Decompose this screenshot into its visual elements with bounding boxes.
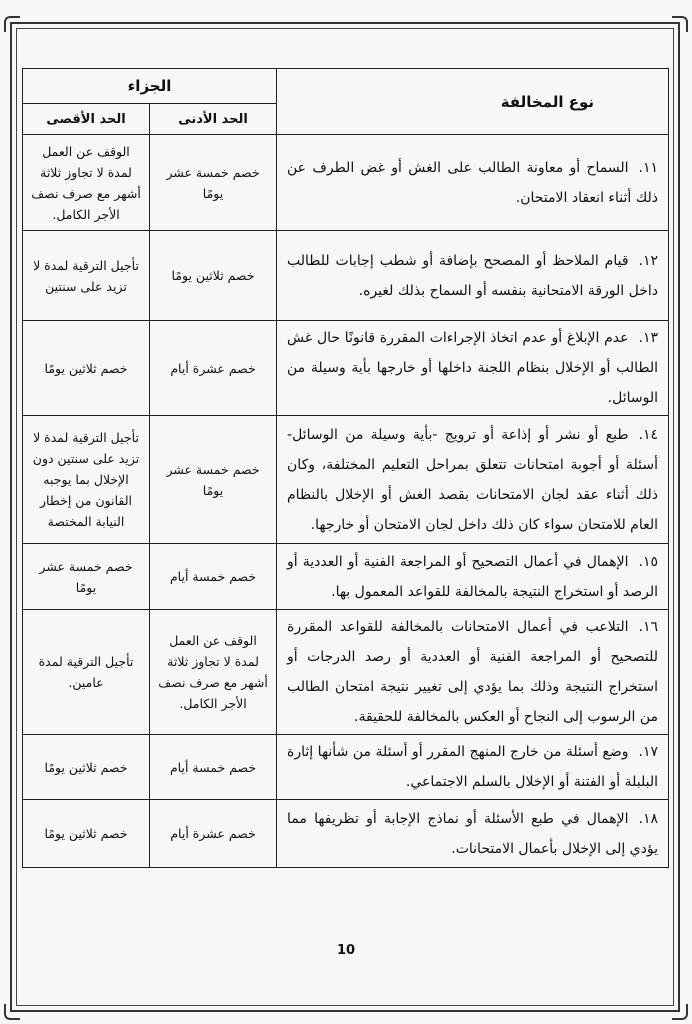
row-number: ١٦. bbox=[638, 619, 659, 635]
max-penalty-cell: خصم ثلاثين يومًا bbox=[23, 800, 150, 868]
violation-text: التلاعب في أعمال الامتحانات بالمخالفة للقواعد المقررة للتصحيح أو المراجعة الفنية أو العددية أو رصد الدرجات أو استخراج النتيجة وذلك بما يؤدي إلى تغيير نتيجة امتحان الطالب من الرسوب إلى النجاح أو العكس بالمخالفة للحقيقة. bbox=[287, 619, 659, 725]
row-number: ١٢. bbox=[638, 252, 659, 269]
row-number: ١٧. bbox=[638, 744, 659, 760]
table-row bbox=[23, 800, 669, 868]
corner-ornament bbox=[4, 16, 20, 32]
violation-text: عدم الإبلاغ أو عدم اتخاذ الإجراءات المقررة قانونًا حال غش الطالب أو الإخلال بنظام اللجنة داخلها أو خارجها بأية وسيلة من الوسائل. bbox=[287, 330, 659, 406]
header-minimum: الحد الأدنى bbox=[150, 104, 277, 135]
min-penalty-cell: الوقف عن العمل لمدة لا تجاوز ثلاثة أشهر مع صرف نصف الأجر الكامل. bbox=[150, 610, 277, 735]
violation-cell bbox=[277, 321, 669, 416]
min-penalty-cell: خصم خمسة أيام bbox=[150, 735, 277, 800]
max-penalty-cell: تأجيل الترقية لمدة عامين. bbox=[23, 610, 150, 735]
min-penalty-cell: خصم عشرة أيام bbox=[150, 321, 277, 416]
max-penalty-cell: خصم ثلاثين يومًا bbox=[23, 735, 150, 800]
max-penalty-cell: تأجيل الترقية لمدة لا تزيد على سنتين bbox=[23, 231, 150, 321]
violation-text: وضع أسئلة من خارج المنهج المقرر أو أسئلة من شأنها إثارة البلبلة أو الفتنة أو الإخلال بالسلم الاجتماعي. bbox=[287, 744, 659, 790]
corner-ornament bbox=[672, 16, 688, 32]
violation-text: طبع أو نشر أو إذاعة أو ترويج -بأية وسيلة من الوسائل- أسئلة أو أجوبة امتحانات تتعلق بمراحل التعليم المختلفة، وكان ذلك أثناء عقد لجان الامتحانات بقصد الغش أو الإخلال بالنظام العام للامتحان سواء كان ذلك داخل لجان الامتحان أو خارجها. bbox=[287, 426, 659, 533]
max-penalty-cell: خصم خمسة عشر يومًا bbox=[23, 544, 150, 610]
header-maximum: الحد الأقصى bbox=[23, 104, 150, 135]
min-penalty-cell: خصم خمسة أيام bbox=[150, 544, 277, 610]
row-number: ١١. bbox=[638, 159, 659, 176]
header-violation-type: نوع المخالفة bbox=[277, 69, 669, 135]
max-penalty-cell: تأجيل الترقية لمدة لا تزيد على سنتين دون الإخلال بما يوجبه القانون من إخطار النيابة المختصة bbox=[23, 416, 150, 544]
corner-ornament bbox=[672, 1004, 688, 1020]
violation-cell bbox=[277, 544, 669, 610]
row-number: ١٨. bbox=[638, 810, 659, 827]
table-row bbox=[23, 544, 669, 610]
violations-table bbox=[22, 68, 669, 868]
corner-ornament bbox=[4, 1004, 20, 1020]
row-number: ١٤. bbox=[638, 426, 659, 443]
violation-cell bbox=[277, 735, 669, 800]
violation-cell bbox=[277, 231, 669, 321]
table-row bbox=[23, 135, 669, 231]
violation-text: الإهمال في أعمال التصحيح أو المراجعة الفنية أو العددية أو الرصد أو استخراج النتيجة بالمخالفة للقواعد المعمول بها. bbox=[287, 553, 659, 600]
max-penalty-cell: الوقف عن العمل لمدة لا تجاوز ثلاثة أشهر مع صرف نصف الأجر الكامل. bbox=[23, 135, 150, 231]
page-number: 10 bbox=[336, 943, 356, 958]
table-row bbox=[23, 610, 669, 735]
violation-cell bbox=[277, 416, 669, 544]
row-number: ١٥. bbox=[638, 553, 659, 570]
violation-text: قيام الملاحظ أو المصحح بإضافة أو شطب إجابات للطالب داخل الورقة الامتحانية بنفسه أو السماح بذلك لغيره. bbox=[287, 252, 659, 299]
table-row bbox=[23, 735, 669, 800]
table-row bbox=[23, 416, 669, 544]
table-row bbox=[23, 321, 669, 416]
violation-text: الإهمال في طبع الأسئلة أو نماذج الإجابة أو تظريفها مما يؤدي إلى الإخلال بأعمال الامتحانات. bbox=[287, 810, 659, 857]
violation-cell bbox=[277, 135, 669, 231]
min-penalty-cell: خصم ثلاثين يومًا bbox=[150, 231, 277, 321]
max-penalty-cell: خصم ثلاثين يومًا bbox=[23, 321, 150, 416]
row-number: ١٣. bbox=[638, 330, 659, 346]
min-penalty-cell: خصم خمسة عشر يومًا bbox=[150, 416, 277, 544]
violation-cell bbox=[277, 800, 669, 868]
header-penalty: الجزاء bbox=[23, 69, 277, 104]
table-row bbox=[23, 231, 669, 321]
violation-text: السماح أو معاونة الطالب على الغش أو غض الطرف عن ذلك أثناء انعقاد الامتحان. bbox=[287, 159, 659, 206]
min-penalty-cell: خصم خمسة عشر يومًا bbox=[150, 135, 277, 231]
violation-cell bbox=[277, 610, 669, 735]
min-penalty-cell: خصم عشرة أيام bbox=[150, 800, 277, 868]
